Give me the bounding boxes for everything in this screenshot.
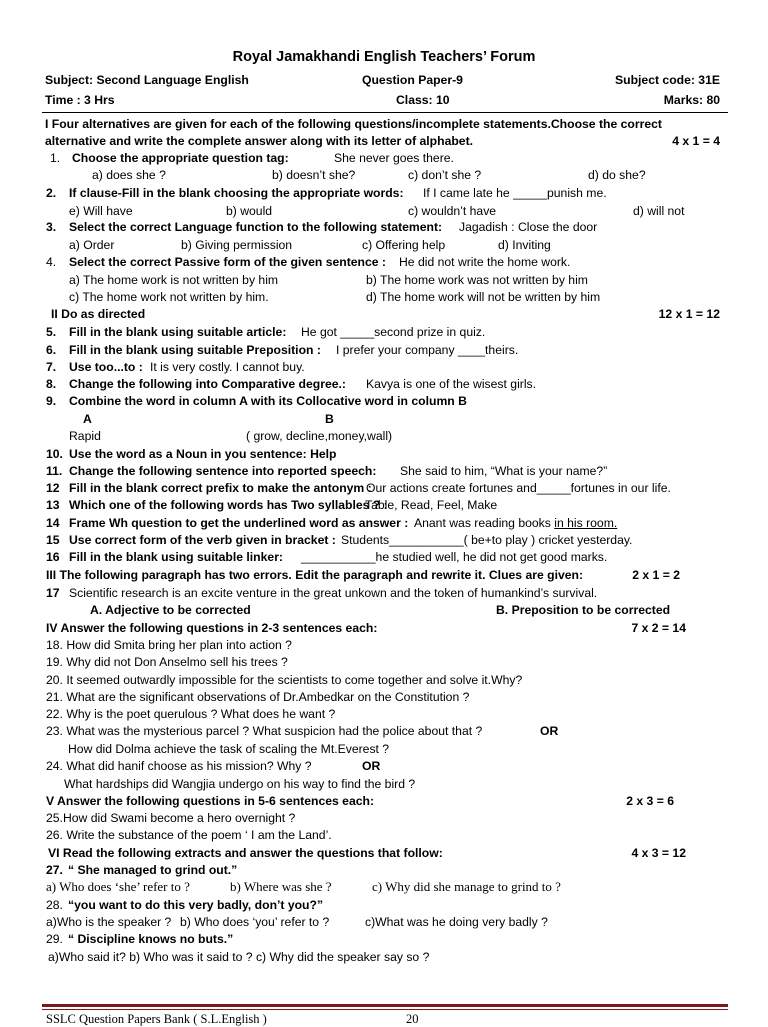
question-number: 2. [46,186,57,200]
question-sentence: I prefer your company ____theirs. [336,343,519,357]
footer-source: SSLC Question Papers Bank ( S.L.English ) [46,1012,267,1026]
option-d: d) do she? [588,168,646,182]
question-number: 14 [46,516,60,530]
option-c: c) Offering help [362,238,446,252]
question-23: 23. What was the mysterious parcel ? What suspicion had the police about that ? [46,724,483,738]
question-sentence: Table, Read, Feel, Make [365,498,498,512]
question-19: 19. Why did not Don Anselmo sell his trees ? [46,655,288,669]
time-label: Time : 3 Hrs [45,93,115,107]
question-24-alternative: What hardships did Wangjia undergo on his way to find the bird ? [64,777,416,791]
question-text: Combine the word in column A with its Collocative word in column B [69,394,467,408]
sentence-text: Anant was reading books [414,516,555,530]
sub-question-a: a) Who does ‘she’ refer to ? [46,879,190,894]
section-1-instruction-cont: alternative and write the complete answer along with its letter of alphabet. [45,134,474,148]
paper-label: Question Paper-9 [362,73,463,87]
section-6-marks: 4 x 3 = 12 [631,846,686,860]
section-2-marks: 12 x 1 = 12 [658,307,720,321]
option-c: c) The home work not written by him. [69,290,269,304]
sub-question-b: b) Who does ‘you’ refer to ? [180,915,330,929]
option-b: b) Giving permission [181,238,293,252]
question-number: 10. [46,447,63,461]
question-number: 28. [46,898,63,912]
question-number: 4. [46,255,57,269]
question-18: 18. How did Smita bring her plan into action ? [46,638,292,652]
column-b-options: ( grow, decline,money,wall) [246,429,393,443]
question-text: Which one of the following words has Two syllables ? : [69,498,388,512]
underlined-phrase: in his room. [554,516,618,530]
section-6-heading: VI Read the following extracts and answer the questions that follow: [48,846,443,860]
question-sentence: ___________he studied well, he did not get good marks. [301,550,608,564]
question-21: 21. What are the significant observations of Dr.Ambedkar on the Constitution ? [46,690,470,704]
header-rule [42,112,728,113]
question-sentence: Jagadish : Close the door [459,220,598,234]
question-number: 3. [46,220,57,234]
question-25: 25.How did Swami become a hero overnight ? [46,811,296,825]
section-5-heading: V Answer the following questions in 5-6 sentences each: [46,794,375,808]
sub-question-c: c)What was he doing very badly ? [365,915,548,929]
column-a-word: Rapid [69,429,101,443]
sub-questions: a)Who said it? b) Who was it said to ? c) Why did the speaker say so ? [48,950,430,964]
option-c: c) wouldn’t have [408,204,497,218]
page-number: 20 [406,1012,419,1026]
question-number: 17 [46,586,60,600]
class-label: Class: 10 [396,93,450,107]
clue-a: A. Adjective to be corrected [90,603,251,617]
section-3-heading: III The following paragraph has two errors. Edit the paragraph and rewrite it. Clues are given: [46,568,584,582]
sub-question-b: b) Where was she ? [230,879,332,894]
column-b-label: B [325,412,334,426]
section-1-instruction: I Four alternatives are given for each of the following questions/incomplete statements.Choose the correct [45,117,662,131]
question-text: Fill in the blank using suitable Preposition : [69,343,321,357]
clue-b: B. Preposition to be corrected [496,603,671,617]
sub-question-a: a)Who is the speaker ? [46,915,172,929]
sub-question-c: c) Why did she manage to grind to ? [372,879,561,894]
question-number: 29. [46,932,63,946]
question-sentence: She never goes there. [334,151,454,165]
question-sentence: It is very costly. I cannot buy. [150,360,305,374]
question-text: If clause-Fill in the blank choosing the appropriate words: [69,186,404,200]
option-d: d) The home work will not be written by him [366,290,601,304]
question-number: 8. [46,377,57,391]
question-text: Fill in the blank correct prefix to make the antonym : [69,481,372,495]
option-a: a) The home work is not written by him [69,273,279,287]
question-text: Fill in the blank using suitable article: [69,325,287,339]
question-sentence: Kavya is one of the wisest girls. [366,377,537,391]
subject-label: Subject: Second Language English [45,73,249,87]
option-b: b) The home work was not written by him [366,273,588,287]
question-sentence: He got _____second prize in quiz. [301,325,486,339]
question-sentence: She said to him, “What is your name?” [400,464,608,478]
question-text: Choose the appropriate question tag: [72,151,289,165]
question-number: 11. [46,464,63,478]
option-d: d) will not [633,204,685,218]
option-a: e) Will have [69,204,133,218]
footer-rule [42,1004,728,1007]
question-number: 9. [46,394,57,408]
question-sentence [414,515,617,531]
section-2-heading: II Do as directed [51,307,146,321]
question-text: Use too...to : [69,360,143,374]
extract-quote: “ She managed to grind out.” [68,863,238,877]
paragraph-text: Scientific research is an excite venture in the great unkown and the token of humankind’s survival. [69,586,598,600]
question-number: 1. [50,151,61,165]
question-text: Fill in the blank using suitable linker: [69,550,283,564]
or-label: OR [540,724,559,738]
option-b: b) would [226,204,273,218]
question-26: 26. Write the substance of the poem ‘ I am the Land’. [46,828,332,842]
question-sentence: He did not write the home work. [399,255,571,269]
section-4-marks: 7 x 2 = 14 [631,621,686,635]
extract-quote: “you want to do this very badly, don’t you?” [68,898,324,912]
option-c: c) don’t she ? [408,168,482,182]
subject-code: Subject code: 31E [615,73,720,87]
question-22: 22. Why is the poet querulous ? What does he want ? [46,707,336,721]
question-number: 7. [46,360,57,374]
question-20: 20. It seemed outwardly impossible for the scientists to come together and solve it.Why? [46,673,523,687]
option-a: a) Order [69,238,115,252]
question-sentence: Our actions create fortunes and_____fortunes in our life. [366,481,671,495]
question-number: 12 [46,481,60,495]
question-text: Use the word as a Noun in you sentence: Help [69,447,337,461]
question-number: 16 [46,550,60,564]
marks-label: Marks: 80 [663,93,720,107]
question-text: Select the correct Language function to the following statement: [69,220,443,234]
option-a: a) does she ? [92,168,166,182]
section-3-marks: 2 x 1 = 2 [632,568,680,582]
section-4-heading: IV Answer the following questions in 2-3 sentences each: [46,621,378,635]
question-number: 27. [46,863,63,877]
section-5-marks: 2 x 3 = 6 [626,794,674,808]
option-b: b) doesn’t she? [272,168,356,182]
option-d: d) Inviting [498,238,551,252]
question-24: 24. What did hanif choose as his mission? Why ? [46,759,312,773]
question-text: Change the following sentence into reported speech: [69,464,377,478]
question-text: Use correct form of the verb given in bracket : [69,533,336,547]
question-text: Change the following into Comparative degree.: [69,377,346,391]
footer-rule-thin [42,1009,728,1010]
question-number: 13 [46,498,60,512]
question-text: Select the correct Passive form of the given sentence : [69,255,386,269]
question-sentence: If I came late he _____punish me. [423,186,607,200]
question-number: 15 [46,533,60,547]
question-23-alternative: How did Dolma achieve the task of scaling the Mt.Everest ? [68,742,390,756]
page-title: Royal Jamakhandi English Teachers’ Forum [232,49,536,65]
question-text: Frame Wh question to get the underlined word as answer : [69,516,409,530]
or-label: OR [362,759,381,773]
question-number: 5. [46,325,57,339]
section-1-marks: 4 x 1 = 4 [672,134,720,148]
question-sentence: Students___________( be+to play ) cricket yesterday. [341,533,633,547]
column-a-label: A [83,412,92,426]
question-number: 6. [46,343,57,357]
extract-quote: “ Discipline knows no buts.” [68,932,234,946]
